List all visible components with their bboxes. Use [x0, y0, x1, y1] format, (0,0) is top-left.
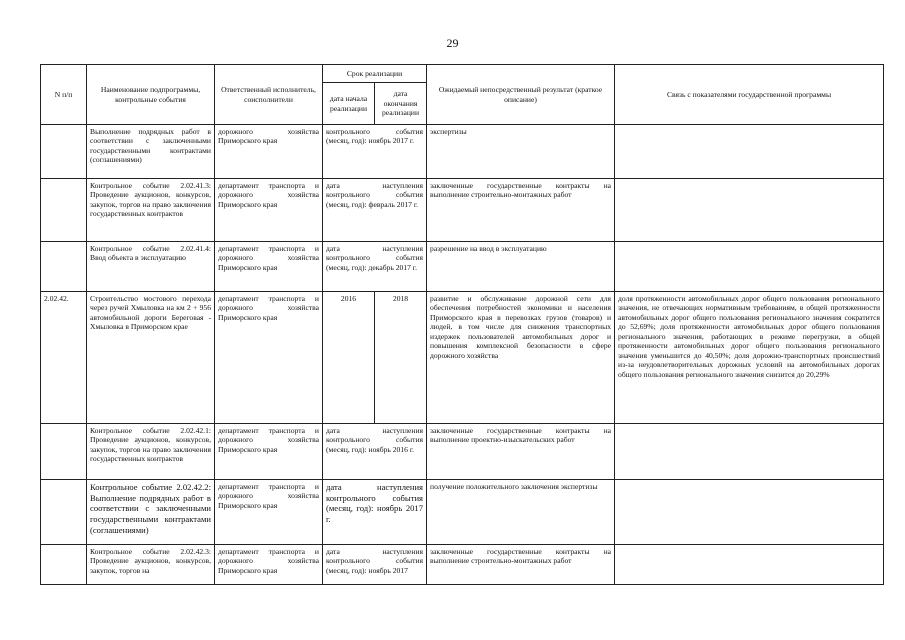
cell-num: [41, 545, 87, 585]
cell-executor: департамент транспорта и дорожного хозяйства Приморского края: [215, 292, 323, 424]
cell-date: контрольного события (месяц, год): ноябрь 2017 г.: [323, 125, 427, 179]
cell-num: [41, 242, 87, 292]
cell-executor: департамент транспорта и дорожного хозяйства Приморского края: [215, 179, 323, 242]
cell-num: [41, 179, 87, 242]
header-link: Связь с показателями государственной программы: [615, 65, 884, 125]
table-row: [41, 292, 884, 424]
cell-link: [615, 242, 884, 292]
cell-link: [615, 179, 884, 242]
table-row: [41, 545, 884, 585]
cell-name: Выполнение подрядных работ в соответствии с заключенными государственными контрактами (соглашениями): [87, 125, 215, 179]
cell-date: дата наступления контрольного события (месяц, год): ноябрь 2017: [323, 545, 427, 585]
cell-name: Контрольное событие 2.02.42.2: Выполнение подрядных работ в соответствии с заключенными государственными контрактами (соглашениями): [87, 480, 215, 545]
header-executor: Ответственный исполнитель, соисполнители: [215, 65, 323, 125]
cell-num: [41, 480, 87, 545]
cell-result: заключенные государственные контракты на выполнение строительно-монтажных работ: [427, 545, 615, 585]
table-row: [41, 242, 884, 292]
cell-num: [41, 424, 87, 480]
cell-executor: департамент транспорта и дорожного хозяйства Приморского края: [215, 242, 323, 292]
cell-num: 2.02.42.: [41, 292, 87, 424]
cell-link: [615, 480, 884, 545]
cell-date: дата наступления контрольного события (месяц, год): февраль 2017 г.: [323, 179, 427, 242]
header-period: Срок реализации: [323, 65, 427, 83]
cell-name: Контрольное событие 2.02.42.1: Проведение аукционов, конкурсов, закупок, торгов на право заключения государственных контрактов: [87, 424, 215, 480]
cell-name: Контрольное событие 2.02.42.3: Проведение аукционов, конкурсов, закупок, торгов на: [87, 545, 215, 585]
cell-date: дата наступления контрольного события (месяц, год): ноябрь 2016 г.: [323, 424, 427, 480]
cell-executor: департамент транспорта и дорожного хозяйства Приморского края: [215, 424, 323, 480]
cell-end-year: 2018: [375, 292, 427, 424]
cell-executor: дорожного хозяйства Приморского края: [215, 125, 323, 179]
cell-result: развитие и обслуживание дорожной сети для обеспечения потребностей экономики и населения Приморского края в перевозках грузов (товаров) и людей, в том числе для снижения транспортных издержек пользователей автомобильных дорог и повышения комплексной безопасности в сфере дорожного хозяйства: [427, 292, 615, 424]
table-row: [41, 480, 884, 545]
cell-result: экспертизы: [427, 125, 615, 179]
header-result: Ожидаемый непосредственный результат (краткое описание): [427, 65, 615, 125]
page-number: 29: [446, 36, 459, 50]
cell-executor: департамент транспорта и дорожного хозяйства Приморского края: [215, 545, 323, 585]
table-row: [41, 179, 884, 242]
cell-link: [615, 424, 884, 480]
cell-executor: департамент транспорта и дорожного хозяйства Приморского края: [215, 480, 323, 545]
cell-result: разрешение на ввод в эксплуатацию: [427, 242, 615, 292]
cell-result: заключенные государственные контракты на выполнение строительно-монтажных работ: [427, 179, 615, 242]
cell-date: дата наступления контрольного события (месяц, год): ноябрь 2017 г.: [323, 480, 427, 545]
header-num: N п/п: [41, 65, 87, 125]
cell-link: [615, 545, 884, 585]
cell-name: Контрольное событие 2.02.41.3: Проведение аукционов, конкурсов, закупок, торгов на право заключения государственных контрактов: [87, 179, 215, 242]
header-end: дата окончания реализации: [375, 83, 427, 125]
cell-result: получение положительного заключения экспертизы: [427, 480, 615, 545]
cell-name: Контрольное событие 2.02.41.4: Ввод объекта в эксплуатацию: [87, 242, 215, 292]
cell-name: Строительство мостового перехода через ручей Хмыловка на км 2 + 956 автомобильной дороги Береговая - Хмыловка в Приморском крае: [87, 292, 215, 424]
cell-num: [41, 125, 87, 179]
cell-link: доля протяженности автомобильных дорог общего пользования регионального значения, не отвечающих нормативным требованиям, в общей протяженности автомобильных дорог общего пользования регионального значения сократится до 52,69%; доля протяженности автомобильных дорог общего пользования регионального значения, работающих в режиме перегрузки, в общей протяженности автомобильных дорог общего пользования регионального значения уменьшится до 40,50%; доля дорожно-транспортных происшествий из-за неудовлетворительных дорожных условий на автомобильных дорогах общего пользования регионального значения снизится до 20,29%: [615, 292, 884, 424]
table-row: [41, 125, 884, 179]
cell-link: [615, 125, 884, 179]
cell-start-year: 2016: [323, 292, 375, 424]
cell-date: дата наступления контрольного события (месяц, год): декабрь 2017 г.: [323, 242, 427, 292]
header-name: Наименование подпрограммы, контрольные события: [87, 65, 215, 125]
table-row: [41, 424, 884, 480]
header-start: дата начала реализации: [323, 83, 375, 125]
program-table: [40, 64, 884, 585]
cell-result: заключенные государственные контракты на выполнение проектно-изыскательских работ: [427, 424, 615, 480]
